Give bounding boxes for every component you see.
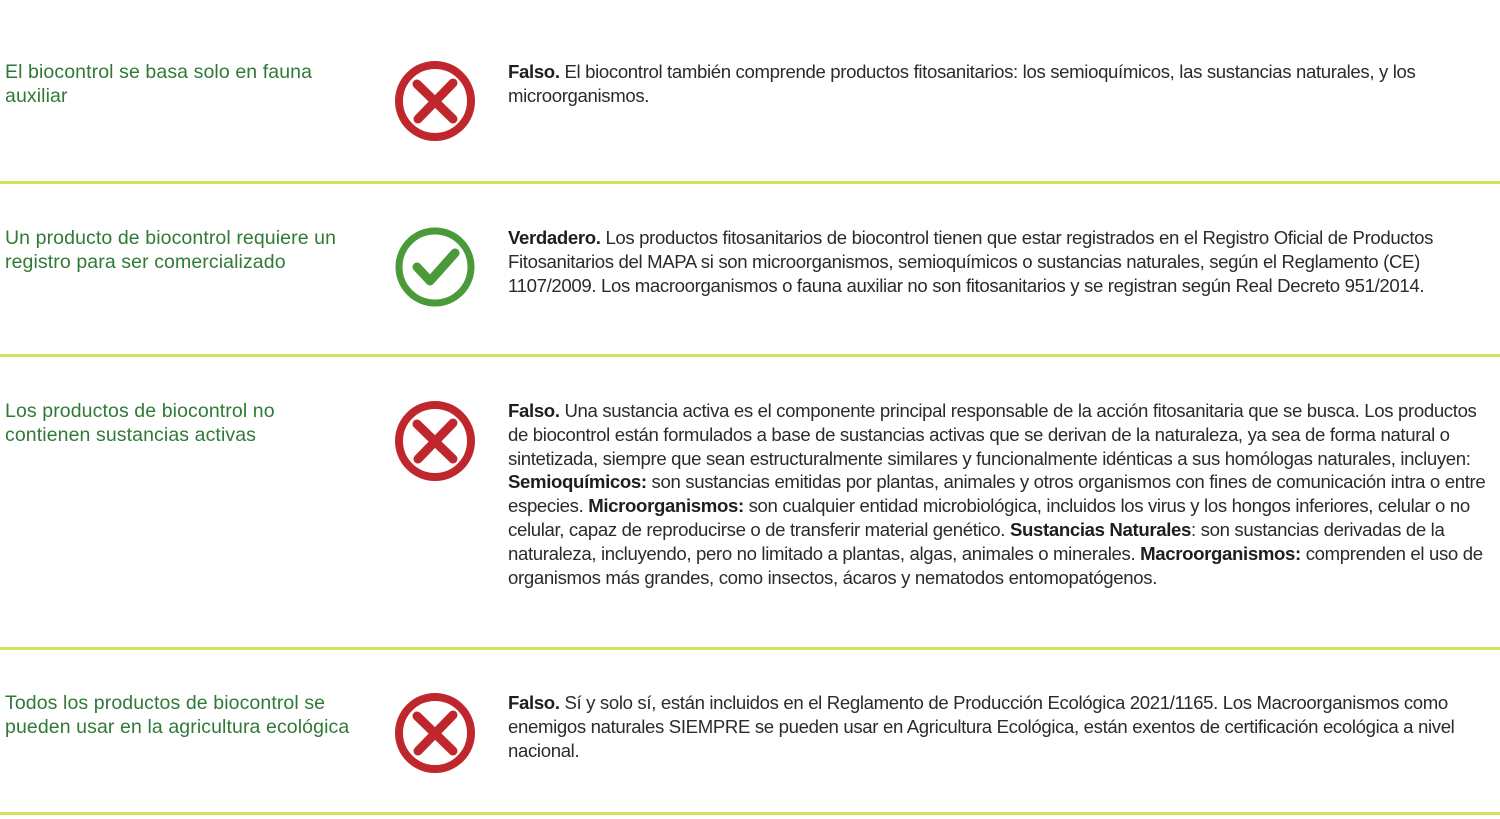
statement: El biocontrol se basa solo en fauna auxiliar: [5, 61, 313, 107]
term-semioquimicos: Semioquímicos:: [508, 471, 647, 493]
divider: [0, 354, 1500, 357]
answer-text: [508, 60, 1498, 108]
divider: [0, 181, 1500, 184]
divider: [0, 647, 1500, 650]
answer-body: : son sustancias derivadas de la naturaleza, incluyendo, pero no limitado a plantas, algas, animales o minerales.: [508, 518, 1445, 564]
divider: [0, 812, 1500, 815]
statement: Los productos de biocontrol no contienen sustancias activas: [5, 400, 275, 446]
cross-circle-icon: [393, 399, 477, 483]
answer-body: son sustancias emitidas por plantas, animales y otros organismos con fines de comunicación intra o entre especies.: [508, 471, 1486, 517]
answer-body: comprenden el uso de organismos más grandes, como insectos, ácaros y nematodos entomopatógenos.: [508, 542, 1483, 588]
statement: Un producto de biocontrol requiere un registro para ser comercializado: [5, 227, 337, 273]
answer-body: son cualquier entidad microbiológica, incluidos los virus y los hongos inferiores, celular o no celular, capaz de reproducirse o de transferir material genético.: [508, 495, 1470, 540]
term-sustancias-naturales: Sustancias Naturales: [1009, 518, 1192, 540]
term-microorganismos: Microorganismos:: [588, 495, 744, 517]
answer-text: [508, 399, 1498, 589]
cross-circle-icon: [393, 59, 477, 143]
term-macroorganismos: Macroorganismos:: [1140, 542, 1301, 564]
verdict-label: Falso.: [508, 692, 560, 713]
verdict-label: Falso.: [508, 61, 560, 82]
verdict-label: Verdadero.: [508, 227, 601, 248]
answer-text: [508, 691, 1498, 762]
check-circle-icon: [393, 225, 477, 309]
statement: Todos los productos de biocontrol se pueden usar en la agricultura ecológica: [5, 692, 350, 738]
answer-text: [508, 226, 1498, 297]
verdict-label: Falso.: [508, 400, 560, 421]
answer-body: Sí y solo sí, están incluidos en el Reglamento de Producción Ecológica 2021/1165. Los Macroorganismos como enemigos naturales SIEMPRE se pueden usar en Agricultura Ecológica, están exentos de certificación ecológica a nivel nacional.: [508, 692, 1455, 761]
answer-body: El biocontrol también comprende productos fitosanitarios: los semioquímicos, las sustancias naturales, y los microorganismos.: [508, 61, 1416, 106]
answer-body: Los productos fitosanitarios de biocontrol tienen que estar registrados en el Registro Oficial de Productos Fitosanitarios del MAPA si son microorganismos, semioquímicos o sustancias naturales, según el Reglamento (CE) 1107/2009. Los macroorganismos o fauna auxiliar no son fitosanitarios y se registran según Real Decreto 951/2014.: [508, 227, 1434, 296]
answer-body: Una sustancia activa es el componente principal responsable de la acción fitosanitaria que se busca. Los productos de biocontrol están formulados a base de sustancias activas que se derivan de la naturaleza, ya sea de forma natural o sintetizada, siempre que sean estructuralmente similares y funcionalmente idénticas a sus homólogas naturales, incluyen:: [508, 400, 1477, 469]
cross-circle-icon: [393, 691, 477, 775]
